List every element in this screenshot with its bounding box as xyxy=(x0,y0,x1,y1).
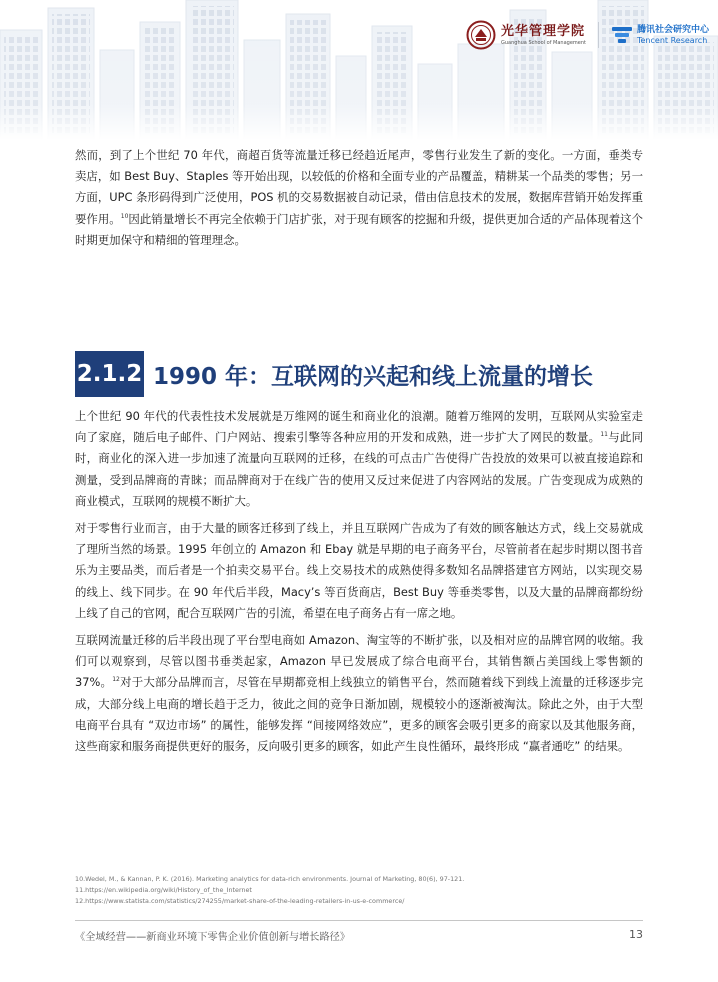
footnote-ref-10: 10 xyxy=(120,212,129,220)
footnote-10: 10.Wedel, M., & Kannan, P. K. (2016). Marketing analytics for data-rich environments. Journal of Marketing, 80(6), 97-121. xyxy=(75,875,465,883)
header-logos xyxy=(466,20,709,50)
tencent-mark-icon xyxy=(611,26,633,44)
footer-book-title: 《全域经营——新商业环境下零售企业价值创新与增长路径》 xyxy=(75,932,351,943)
intro-text-1: 然而，到了上个世纪 70 年代，商超百货等流量迁移已经趋近尾声，零售行业发生了新的变化。一方面，垂类专卖店，如 Best Buy、Staples 等开始出现，以较低的价格和全面专业的产品覆盖，精耕某一个品类的零售；另一方面，UPC 条形码得到广泛使用，POS 机的交易数据被自动记录，借由信息技术的发展，数据库营销开始发挥重要作用。 xyxy=(75,148,643,226)
tencent-name-en: Tencent Research xyxy=(636,35,708,45)
body-paragraph-3 xyxy=(75,630,643,757)
logo-divider xyxy=(598,22,599,48)
footnote-ref-12: 12 xyxy=(112,676,120,684)
tencent-research-logo xyxy=(611,25,709,46)
guanghua-seal-icon xyxy=(466,20,496,50)
para-2-text: 对于零售行业而言，由于大量的顾客迁移到了线上，并且互联网广告成为了有效的顾客触达方式，线上交易就成了理所当然的场景。1995 年创立的 Amazon 和 Ebay 就是早期的电子商务平台，尽管前者在起步时期以图书音乐为主要品类，而后者是一个拍卖交易平台。线上交易技术的成熟使得多数知名品牌搭建官方网站，以实现交易的线上、线下同步。在 90 年代后半段，Macy’s 等百货商店，Best Buy 等垂类零售，以及大量的品牌商都纷纷上线了自己的官网，配合互联网广告的引流，希望在电子商务占有一席之地。 xyxy=(75,521,643,620)
body-paragraph-2 xyxy=(75,518,643,624)
section-title: 1990 年：互联网的兴起和线上流量的增长 xyxy=(153,363,594,390)
para-1-text-2: 与此同时，商业化的深入进一步加速了流量向互联网的迁移，在线的可点击广告使得广告投放的效果可以被直接追踪和测量，受到品牌商的青睐；而品牌商对于在线广告的使用又反过来促进了内容网站的发展。广告变现成为成熟的商业模式，互联网的规模不断扩大。 xyxy=(75,430,643,508)
page-number: 13 xyxy=(629,928,643,941)
tencent-name-cn: 腾讯社会研究中心 xyxy=(636,24,709,35)
guanghua-name: 光华管理学院 xyxy=(501,23,586,39)
guanghua-subtitle: Guanghua School of Management xyxy=(501,39,586,46)
footnotes xyxy=(75,874,643,907)
body-paragraph-1 xyxy=(75,406,643,512)
footnote-12: 12.https://www.statista.com/statistics/274255/market-share-of-the-leading-retailers-in-us-e-commerce/ xyxy=(75,897,405,905)
section-number: 2.1.2 xyxy=(75,351,144,397)
intro-text-2: 因此销量增长不再完全依赖于门店扩张，对于现有顾客的挖掘和升级，提供更加合适的产品体现着这个时期更加保守和精细的管理理念。 xyxy=(75,211,643,247)
footer-rule xyxy=(75,920,643,921)
section-heading xyxy=(75,351,593,397)
para-3-text-2: 对于大部分品牌而言，尽管在早期都竞相上线独立的销售平台，然而随着线下到线上流量的迁移逐步完成，大部分线上电商的增长趋于乏力，彼此之间的竞争日渐加剧，规模较小的逐渐被淘汰。除此之外，由于大型电商平台具有 “双边市场” 的属性，能够发挥 “间接网络效应”，更多的顾客会吸引更多的商家以及其他服务商，这些商家和服务商提供更好的服务，反向吸引更多的顾客，如此产生良性循环，最终形成 “赢者通吃” 的结果。 xyxy=(75,675,643,754)
footnote-11: 11.https://en.wikipedia.org/wiki/History_of_the_Internet xyxy=(75,886,252,894)
para-1-text-1: 上个世纪 90 年代的代表性技术发展就是万维网的诞生和商业化的浪潮。随着万维网的发明，互联网从实验室走向了家庭，随后电子邮件、门户网站、搜索引擎等各种应用的开发和成熟，进一步扩大了网民的数量。 xyxy=(75,409,643,445)
para-3-text-1: 互联网流量迁移的后半段出现了平台型电商如 Amazon、淘宝等的不断扩张，以及相对应的品牌官网的收缩。我们可以观察到，尽管以图书垂类起家，Amazon 早已发展成了综合电商平台，其销售额占美国线上零售额的 37%。 xyxy=(75,633,643,690)
guanghua-logo xyxy=(466,20,586,50)
intro-paragraph xyxy=(75,145,643,251)
footnote-ref-11: 11 xyxy=(600,431,608,439)
